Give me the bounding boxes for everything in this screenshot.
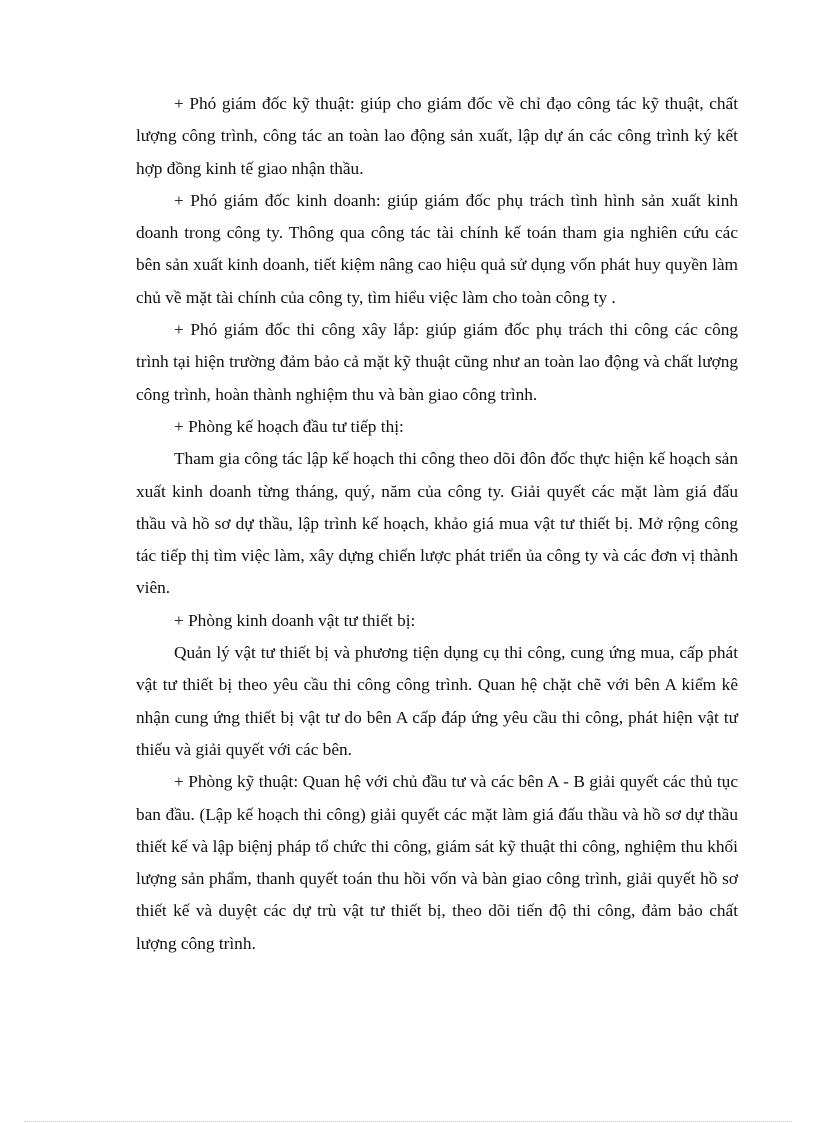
footer-dotted-rule	[24, 1121, 792, 1122]
paragraph-technical-department: + Phòng kỹ thuật: Quan hệ với chủ đầu tư và các bên A - B giải quyết các thủ tục ban đầu. (Lập kế hoạch thi công) giải quyết các mặt làm giá đấu thầu và hồ sơ dự thầu thiết kế và lập biệnj pháp tổ chức thi công, giám sát kỹ thuật thi công, nghiệm thu khối lượng sản phẩm, thanh quyết toán thu hồi vốn và bàn giao công trình, giải quyết hồ sơ thiết kế và duyệt các dự trù vật tư thiết bị, theo dõi tiến độ thi công, đảm bảo chất lượng công trình.	[136, 772, 738, 953]
paragraph-deputy-director-business: + Phó giám đốc kinh doanh: giúp giám đốc phụ trách tình hình sản xuất kinh doanh trong công ty. Thông qua công tác tài chính kế toán tham gia nghiên cứu các bên sản xuất kinh doanh, tiết kiệm nâng cao hiệu quả sử dụng vốn phát huy quyền làm chủ về mặt tài chính của công ty, tìm hiểu việc làm cho toàn công ty .	[136, 190, 738, 307]
heading-planning-department: + Phòng kế hoạch đầu tư tiếp thị:	[174, 416, 404, 436]
paragraph-deputy-director-technical: + Phó giám đốc kỹ thuật: giúp cho giám đốc về chỉ đạo công tác kỹ thuật, chất lượng công trình, công tác an toàn lao động sản xuất, lập dự án các công trình ký kết hợp đồng kinh tế giao nhận thầu.	[136, 94, 738, 178]
paragraph-planning-department: Tham gia công tác lập kế hoạch thi công theo dõi đôn đốc thực hiện kế hoạch sản xuất kinh doanh từng tháng, quý, năm của công ty. Giải quyết các mặt làm giá đấu thầu và hồ sơ dự thầu, lập trình kế hoạch, khảo giá mua vật tư thiết bị. Mở rộng công tác tiếp thị tìm việc làm, xây dựng chiến lược phát triển ủa công ty và các đơn vị thành viên.	[136, 449, 738, 598]
document-body	[136, 88, 738, 960]
paragraph-deputy-director-construction: + Phó giám đốc thi công xây lắp: giúp giám đốc phụ trách thi công các công trình tại hiện trường đảm bảo cả mặt kỹ thuật cũng như an toàn lao động và chất lượng công trình, hoàn thành nghiệm thu và bàn giao công trình.	[136, 320, 738, 404]
paragraph-materials-department: Quản lý vật tư thiết bị và phương tiện dụng cụ thi công, cung ứng mua, cấp phát vật tư thiết bị theo yêu cầu thi công công trình. Quan hệ chặt chẽ với bên A kiểm kê nhận cung ứng thiết bị vật tư do bên A cấp đáp ứng yêu cầu thi công, phát hiện vật tư thiếu và giải quyết với các bên.	[136, 643, 738, 759]
heading-materials-department: + Phòng kinh doanh vật tư thiết bị:	[174, 610, 416, 630]
